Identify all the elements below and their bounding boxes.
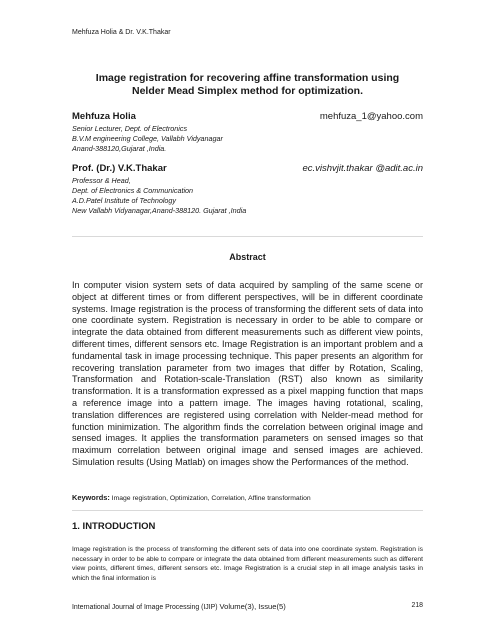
page-number: 218 (411, 602, 423, 609)
author-affiliation-line: Senior Lecturer, Dept. of Electronics (72, 124, 188, 133)
page-footer (72, 602, 423, 611)
author-email[interactable]: mehfuza_1@yahoo.com (319, 111, 423, 122)
section-divider (72, 510, 423, 511)
abstract-text: In computer vision system sets of data acquired by sampling of the same scene or object at different times or from different perspectives, will be in different coordinate systems. Image registration is the process of transforming the different sets of data into one coordinate system. Registration is necessary in order to be able to compare or integrate the data obtained from different measurements such as different view points, different times, different sensors etc. Image Registration is an important problem and a fundamental task in image processing technique. This paper presents an algorithm for recovering translation parameter from two images that differ by Rotation, Scaling, Transformation and Rotation-scale-Translation (RST) also known as similarity transformation. It is a transformation expressed as a pixel mapping function that maps a reference image into a pattern image. The images having rotational, scaling, translation differences are registered using correlation with Nelder-mead method for function minimization. The algorithm finds the correlation between original image and sensed images. It applies the transformation parameters on sensed images so that maximum correlation between original image and sensed images are achieved. Simulation results (Using Matlab) on images show the Performances of the method. (72, 280, 423, 467)
paper-title (60, 72, 435, 98)
title-line: Nelder Mead Simplex method for optimization. (131, 85, 364, 97)
author-name: Prof. (Dr.) V.K.Thakar (72, 163, 167, 174)
author-affiliation-line: A.D.Patel Institute of Technology (72, 196, 177, 205)
author-affiliation-line: Dept. of Electronics & Communication (72, 186, 194, 195)
footer-volume: Volume(3), Issue(5) (219, 602, 286, 611)
abstract-heading: Abstract (229, 252, 266, 262)
author-block (72, 163, 423, 216)
author-block (72, 111, 423, 154)
author-affiliation-line: B.V.M engineering College, Vallabh Vidyanagar (72, 134, 223, 143)
section-heading: 1. INTRODUCTION (72, 521, 156, 532)
author-affiliation-line: Anand-388120,Gujarat ,India. (72, 144, 167, 153)
author-affiliation-line: New Vallabh Vidyanagar,Anand-388120. Gujarat ,India (72, 206, 247, 215)
running-header: Mehfuza Holia & Dr. V.K.Thakar (72, 29, 171, 36)
keywords-text: Image registration, Optimization, Correlation, Affine transformation (111, 495, 311, 502)
footer-journal: International Journal of Image Processing (IJIP) (72, 604, 218, 611)
section-divider (72, 236, 423, 237)
introduction-text: Image registration is the process of transforming the different sets of data into one coordinate system. Registration is necessary in order to be able to compare or integrate the data obtained from different measurements such as different view points, different times, different sensors etc. Image Registration is a crucial step in all image analysis tasks in which the final information is (72, 546, 423, 582)
title-line: Image registration for recovering affine transformation using (95, 72, 400, 84)
author-email[interactable]: ec.vishvjit.thakar @adit.ac.in (302, 163, 423, 174)
keywords-label: Keywords: (72, 493, 110, 502)
keywords-line (72, 493, 435, 502)
author-affiliation-line: Professor & Head, (72, 176, 131, 185)
author-name: Mehfuza Holia (72, 111, 136, 122)
